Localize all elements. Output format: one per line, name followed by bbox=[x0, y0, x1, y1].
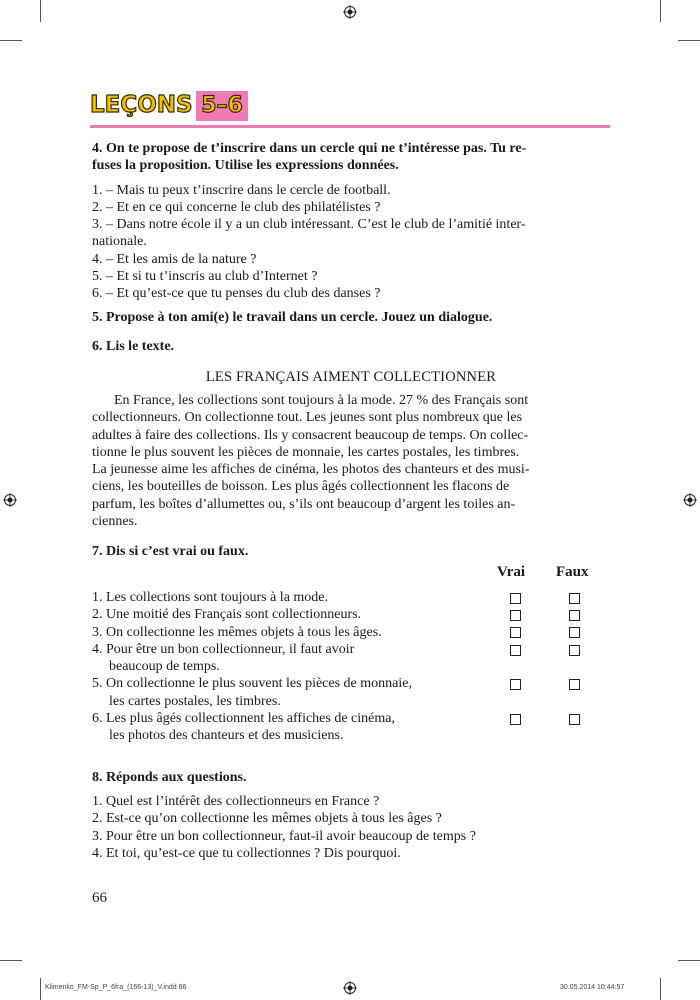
faux-checkbox[interactable] bbox=[569, 627, 580, 638]
crop-mark bbox=[678, 960, 700, 961]
vrai-checkbox[interactable] bbox=[510, 627, 521, 638]
page-number: 66 bbox=[92, 890, 107, 906]
exercise-4-instruction: 4. On te propose de t’inscrire dans un cercle qui ne t’intéresse pas. Tu re- bbox=[92, 141, 527, 156]
exercise-7-instruction: 7. Dis si c’est vrai ou faux. bbox=[92, 544, 249, 559]
text-line: adultes à faire des collections. Ils y consacrent beaucoup de temps. On collec- bbox=[92, 427, 529, 443]
list-item: 6. – Et qu’est-ce que tu penses du club des danses ? bbox=[92, 286, 381, 302]
crop-mark bbox=[660, 0, 661, 22]
lessons-heading: LEÇONS bbox=[90, 92, 193, 118]
crop-mark bbox=[678, 40, 700, 41]
statement: 1. Les collections sont toujours à la mode. bbox=[92, 590, 329, 605]
column-header-faux: Faux bbox=[556, 564, 589, 580]
question: 2. Est-ce qu’on collectionne les mêmes objets à tous les âges ? bbox=[92, 811, 442, 827]
vrai-checkbox[interactable] bbox=[510, 610, 521, 621]
vrai-checkbox[interactable] bbox=[510, 714, 521, 725]
registration-mark-icon bbox=[683, 493, 697, 507]
statement: 5. On collectionne le plus souvent les pièces de monnaie, bbox=[92, 676, 412, 692]
exercise-6-instruction: 6. Lis le texte. bbox=[92, 339, 175, 354]
exercise-8-instruction: 8. Réponds aux questions. bbox=[92, 770, 247, 785]
faux-checkbox[interactable] bbox=[569, 645, 580, 656]
registration-mark-icon bbox=[343, 981, 357, 995]
statement-continuation: les photos des chanteurs et des musiciens. bbox=[109, 728, 344, 744]
header-divider bbox=[90, 125, 610, 128]
vrai-checkbox[interactable] bbox=[510, 679, 521, 690]
text-line: ciens, les bouteilles de boisson. Les plus âgés collectionnent les flacons de bbox=[92, 479, 510, 495]
crop-mark bbox=[660, 978, 661, 1000]
vrai-checkbox[interactable] bbox=[510, 645, 521, 656]
footer-file-info: Klimenko_FM-Sp_P_6fra_(166-13)_V.indd 66 bbox=[45, 984, 187, 991]
text-line: collectionneurs. On collectionne tout. Les jeunes sont plus nombreux que les bbox=[92, 410, 523, 426]
statement: 2. Une moitié des Français sont collectionneurs. bbox=[92, 607, 362, 623]
list-item: 4. – Et les amis de la nature ? bbox=[92, 251, 257, 267]
list-item: 1. – Mais tu peux t’inscrire dans le cercle de football. bbox=[92, 182, 391, 198]
crop-mark bbox=[0, 40, 22, 41]
list-item: 3. – Dans notre école il y a un club intéressant. C’est le club de l’amitié inter- bbox=[92, 217, 526, 233]
text-title: LES FRANÇAIS AIMENT COLLECTIONNER bbox=[205, 369, 497, 385]
text-line: La jeunesse aime les affiches de cinéma, les photos des chanteurs et des musi- bbox=[92, 462, 530, 478]
question: 3. Pour être un bon collectionneur, faut-il avoir beaucoup de temps ? bbox=[92, 828, 476, 844]
faux-checkbox[interactable] bbox=[569, 714, 580, 725]
exercise-5-instruction: 5. Propose à ton ami(e) le travail dans un cercle. Jouez un dialogue. bbox=[92, 310, 493, 325]
statement: 4. Pour être un bon collectionneur, il faut avoir bbox=[92, 641, 355, 657]
text-line: ciennes. bbox=[92, 514, 138, 530]
column-header-vrai: Vrai bbox=[497, 564, 526, 580]
question: 1. Quel est l’intérêt des collectionneurs en France ? bbox=[92, 794, 380, 809]
list-item: nationale. bbox=[92, 234, 147, 250]
statement: 6. Les plus âgés collectionnent les affiches de cinéma, bbox=[92, 711, 395, 727]
crop-mark bbox=[40, 0, 41, 22]
list-item: 2. – Et en ce qui concerne le club des philatélistes ? bbox=[92, 199, 381, 215]
lesson-range-badge: 5–6 bbox=[196, 91, 248, 121]
exercise-4 bbox=[92, 140, 610, 303]
text-line: tionne le plus souvent les pièces de monnaie, les cartes postales, les timbres. bbox=[92, 444, 520, 460]
text-line: En France, les collections sont toujours à la mode. 27 % des Français sont bbox=[114, 393, 529, 408]
faux-checkbox[interactable] bbox=[569, 610, 580, 621]
registration-mark-icon bbox=[3, 493, 17, 507]
list-item: 5. – Et si tu t’inscris au club d’Internet ? bbox=[92, 269, 318, 285]
reading-text bbox=[92, 392, 610, 530]
statement: 3. On collectionne les mêmes objets à tous les âges. bbox=[92, 624, 382, 640]
faux-checkbox[interactable] bbox=[569, 679, 580, 690]
statement-continuation: les cartes postales, les timbres. bbox=[109, 693, 281, 709]
footer-datetime: 30.05.2014 10:44:57 bbox=[560, 984, 625, 991]
questions-list bbox=[92, 793, 610, 862]
statements-list bbox=[92, 589, 610, 745]
crop-mark bbox=[40, 978, 41, 1000]
exercise-4-instruction: fuses la proposition. Utilise les expressions données. bbox=[92, 158, 399, 174]
question: 4. Et toi, qu’est-ce que tu collectionnes ? Dis pourquoi. bbox=[92, 845, 401, 861]
vrai-checkbox[interactable] bbox=[510, 593, 521, 604]
registration-mark-icon bbox=[343, 5, 357, 19]
crop-mark bbox=[0, 960, 22, 961]
text-line: parfum, les boîtes d’allumettes ou, s’ils ont beaucoup d’argent les toiles an- bbox=[92, 496, 516, 512]
statement-continuation: beaucoup de temps. bbox=[109, 659, 220, 675]
faux-checkbox[interactable] bbox=[569, 593, 580, 604]
